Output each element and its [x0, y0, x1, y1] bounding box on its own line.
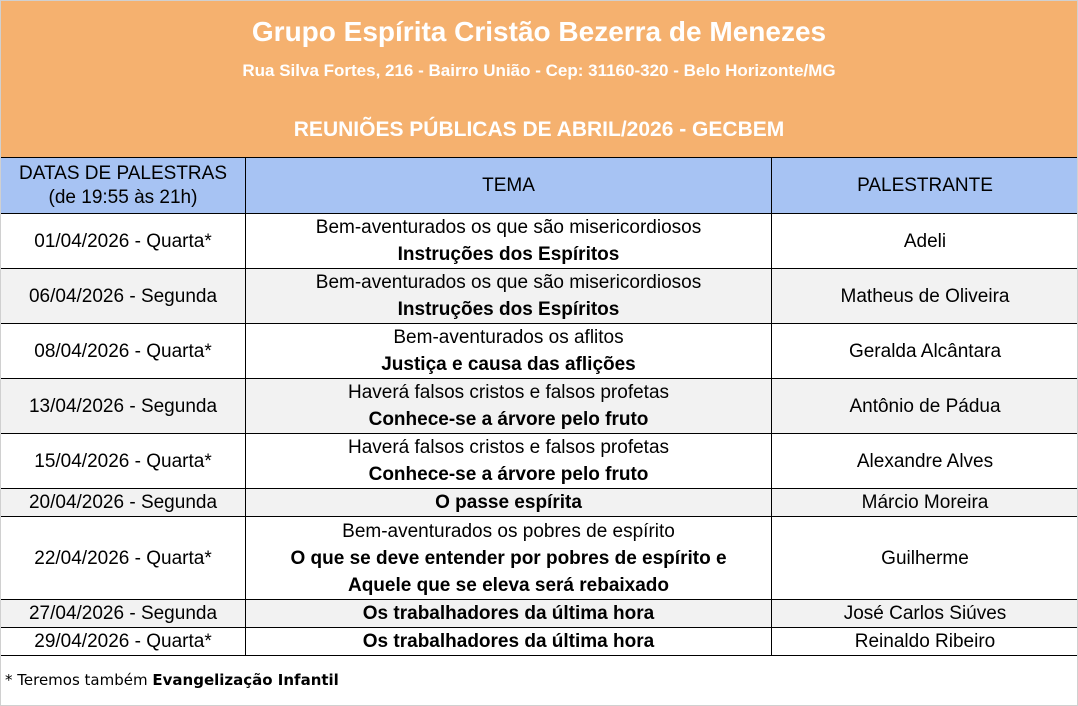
page-title: Grupo Espírita Cristão Bezerra de Menezes: [251, 16, 827, 47]
tema-text: Bem-aventurados os aflitos: [393, 327, 624, 348]
footnote-bold: Evangelização Infantil: [152, 671, 339, 689]
date-cell: 20/04/2026 - Segunda: [1, 489, 246, 517]
table-row: [1, 600, 1078, 628]
table-row: [1, 379, 1078, 434]
date-cell: 13/04/2026 - Segunda: [1, 379, 246, 434]
date-cell: 15/04/2026 - Quarta*: [1, 434, 246, 489]
speaker-cell: Adeli: [772, 214, 1078, 269]
page-header: [0, 0, 1078, 157]
tema-bold-text: Os trabalhadores da última hora: [362, 631, 655, 652]
tema-cell: [246, 324, 772, 379]
tema-text: Haverá falsos cristos e falsos profetas: [347, 382, 670, 403]
tema-bold-text: Justiça e causa das aflições: [381, 354, 636, 375]
date-cell: 06/04/2026 - Segunda: [1, 269, 246, 324]
schedule-subtitle: REUNIÕES PÚBLICAS DE ABRIL/2026 - GECBEM: [293, 118, 785, 141]
dates-header-line2: (de 19:55 às 21h): [48, 186, 198, 208]
speaker-cell: Geralda Alcântara: [772, 324, 1078, 379]
tema-text: Bem-aventurados os que são misericordiosos: [315, 272, 702, 293]
speaker-cell: Matheus de Oliveira: [772, 269, 1078, 324]
table-row: [1, 324, 1078, 379]
tema-cell: [246, 489, 772, 517]
table-row: [1, 214, 1078, 269]
tema-cell: [246, 269, 772, 324]
tema-bold-text: Instruções dos Espíritos: [397, 299, 620, 320]
tema-text: Bem-aventurados os que são misericordiosos: [315, 217, 702, 238]
table-row: [1, 517, 1078, 600]
schedule-table: [0, 157, 1078, 656]
speaker-cell: José Carlos Siúves: [772, 600, 1078, 628]
tema-bold-text: Conhece-se a árvore pelo fruto: [368, 464, 649, 485]
tema-text: Haverá falsos cristos e falsos profetas: [347, 437, 670, 458]
table-row: [1, 434, 1078, 489]
tema-cell: [246, 214, 772, 269]
speaker-cell: Márcio Moreira: [772, 489, 1078, 517]
address-line: Rua Silva Fortes, 216 - Bairro União - Cep: 31160-320 - Belo Horizonte/MG: [242, 61, 836, 80]
tema-bold-text: O que se deve entender por pobres de espírito e: [290, 547, 727, 569]
tema-bold-text: Conhece-se a árvore pelo fruto: [368, 409, 649, 430]
date-cell: 29/04/2026 - Quarta*: [1, 628, 246, 656]
table-row: [1, 269, 1078, 324]
date-cell: 08/04/2026 - Quarta*: [1, 324, 246, 379]
table-row: [1, 489, 1078, 517]
tema-cell: [246, 517, 772, 600]
tema-bold-text: O passe espírita: [435, 492, 582, 513]
footnote-prefix: * Teremos também: [5, 671, 153, 689]
schedule-table-wrapper: [0, 157, 1078, 656]
tema-bold-text: Aquele que se eleva será rebaixado: [347, 574, 670, 596]
tema-cell: [246, 434, 772, 489]
speaker-cell: Alexandre Alves: [772, 434, 1078, 489]
date-cell: 27/04/2026 - Segunda: [1, 600, 246, 628]
tema-cell: [246, 379, 772, 434]
footnote: [5, 671, 339, 689]
column-header-tema: TEMA: [246, 158, 772, 214]
dates-header-line1: DATAS DE PALESTRAS: [19, 162, 227, 184]
tema-cell: [246, 628, 772, 656]
tema-bold-text: Instruções dos Espíritos: [397, 244, 620, 265]
speaker-cell: Reinaldo Ribeiro: [772, 628, 1078, 656]
speaker-cell: Guilherme: [772, 517, 1078, 600]
date-cell: 01/04/2026 - Quarta*: [1, 214, 246, 269]
tema-bold-text: Os trabalhadores da última hora: [362, 603, 655, 624]
tema-text: Bem-aventurados os pobres de espírito: [342, 520, 675, 542]
table-row: [1, 628, 1078, 656]
table-header-row: [1, 158, 1078, 214]
date-cell: 22/04/2026 - Quarta*: [1, 517, 246, 600]
column-header-palestrante: PALESTRANTE: [772, 158, 1078, 214]
table-body: [1, 214, 1078, 656]
speaker-cell: Antônio de Pádua: [772, 379, 1078, 434]
tema-cell: [246, 600, 772, 628]
column-header-dates: [1, 158, 246, 214]
